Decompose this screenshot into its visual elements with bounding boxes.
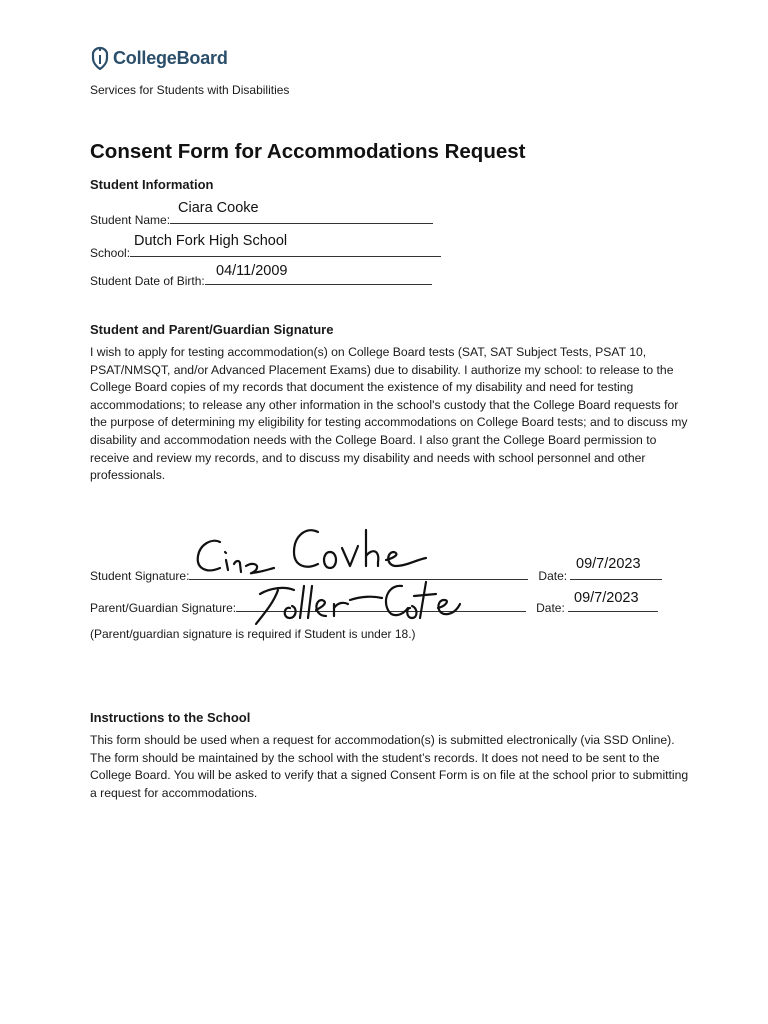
school-label: School:: [90, 246, 131, 260]
dob-value: 04/11/2009: [216, 263, 288, 279]
parent-date-value: 09/7/2023: [574, 590, 639, 606]
subtitle: Services for Students with Disabilities: [90, 83, 290, 97]
instructions-paragraph: This form should be used when a request for accommodation(s) is submitted electronically (via SSD Online). The form should be maintained by the school with the student’s records. It does not need to be sent to the College Board. You will be asked to verify that a signed Consent Form is on file at the school prior to submitting a request for accommodations.: [90, 733, 689, 800]
student-date-value: 09/7/2023: [576, 556, 641, 572]
guardian-note: (Parent/guardian signature is required if Student is under 18.): [90, 627, 416, 641]
parent-handwritten-signature: [250, 578, 465, 630]
student-handwritten-signature: [190, 520, 440, 585]
instructions-heading: Instructions to the School: [90, 710, 251, 725]
parent-date-label: Date:: [536, 601, 565, 615]
school-value: Dutch Fork High School: [134, 233, 288, 249]
student-name-field[interactable]: [90, 211, 433, 227]
collegeboard-logo: [90, 46, 228, 70]
acorn-icon: [90, 46, 110, 70]
student-name-value: Ciara Cooke: [178, 200, 259, 216]
signature-heading: Student and Parent/Guardian Signature: [90, 322, 334, 337]
student-date-label: Date:: [538, 569, 568, 583]
dob-label: Student Date of Birth:: [90, 274, 205, 288]
parent-signature-label: Parent/Guardian Signature:: [90, 601, 237, 615]
student-info-heading: Student Information: [90, 177, 214, 192]
student-signature-label: Student Signature:: [90, 569, 190, 583]
student-name-label: Student Name:: [90, 213, 171, 227]
brand-name: CollegeBoard: [113, 47, 228, 68]
consent-paragraph: I wish to apply for testing accommodation(s) on College Board tests (SAT, SAT Subject Tests, PSAT 10, PSAT/NMSQT, and/or Advanced Placement Exams) due to disability. I authorize my school: to release to the College Board copies of my records that document the existence of my disability and need for testing accommodations; to release any other information in the school's custody that the College Board requests for the purpose of determining my eligibility for testing accommodations on College Board tests; and to discuss my disability and accommodation needs with the College Board. I also grant the College Board permission to receive and review my records, and to discuss my disability and needs with school personnel and other professionals.: [90, 345, 688, 483]
page-title: Consent Form for Accommodations Request: [90, 140, 526, 163]
